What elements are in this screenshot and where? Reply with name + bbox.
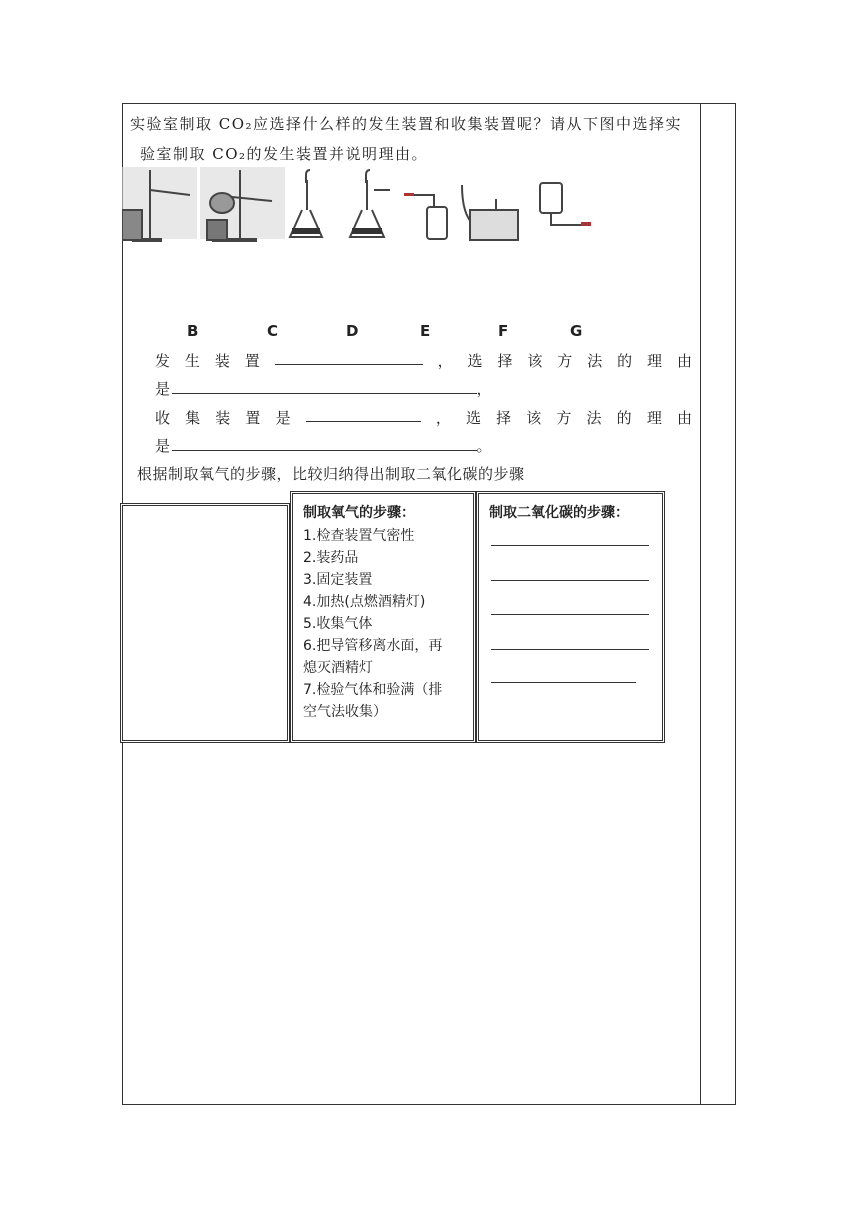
question2: 根据制取氧气的步骤，比较归纳得出制取二氧化碳的步骤 [137, 465, 525, 483]
gen-reason-line: 是 ， [155, 380, 494, 398]
co2-step-blank-1[interactable] [491, 545, 649, 546]
co2-step-blank-4[interactable] [491, 649, 649, 650]
oxygen-step: 空气法收集） [303, 704, 387, 720]
label-c: C [267, 322, 279, 340]
collect-reason-line: 是 。 [155, 437, 494, 455]
label-b: B [187, 322, 199, 340]
frame-divider [700, 103, 701, 1105]
collect-device-line: 收 集 装 置 是 ， 选 择 该 方 法 的 理 由 [155, 409, 692, 427]
apparatus-figure [122, 165, 602, 255]
label-f: F [498, 322, 509, 340]
oxygen-step: 3.固定装置 [303, 572, 373, 588]
oxygen-steps-box [290, 491, 476, 743]
collect-reason-blank[interactable] [172, 436, 477, 451]
co2-step-blank-2[interactable] [491, 580, 649, 581]
oxygen-step: 6.把导管移离水面，再 [303, 638, 443, 654]
co2-step-blank-5[interactable] [491, 682, 636, 683]
oxygen-step: 7.检验气体和验满（排 [303, 682, 443, 698]
label-e: E [420, 322, 431, 340]
gen-reason-blank[interactable] [172, 379, 477, 394]
empty-box [120, 503, 290, 743]
co2-box-title: 制取二氧化碳的步骤： [489, 505, 629, 521]
gen-device-blank[interactable] [275, 350, 423, 365]
question1-line2: 验室制取 CO₂的发生装置并说明理由。 [140, 145, 429, 163]
oxygen-step: 5.收集气体 [303, 616, 373, 632]
co2-step-blank-3[interactable] [491, 614, 649, 615]
gen-device-line: 发 生 装 置 ， 选 择 该 方 法 的 理 由 [155, 352, 692, 370]
oxygen-step: 2.装药品 [303, 550, 359, 566]
oxygen-step: 4.加热(点燃酒精灯) [303, 594, 426, 610]
question1-line1: 实验室制取 CO₂应选择什么样的发生装置和收集装置呢？请从下图中选择实 [130, 115, 683, 133]
co2-steps-box [476, 491, 665, 743]
collect-device-blank[interactable] [306, 407, 421, 422]
label-g: G [570, 322, 583, 340]
oxygen-step: 1.检查装置气密性 [303, 528, 415, 544]
label-d: D [346, 322, 359, 340]
oxygen-step: 熄灭酒精灯 [303, 660, 373, 676]
oxygen-box-title: 制取氧气的步骤： [303, 505, 415, 521]
